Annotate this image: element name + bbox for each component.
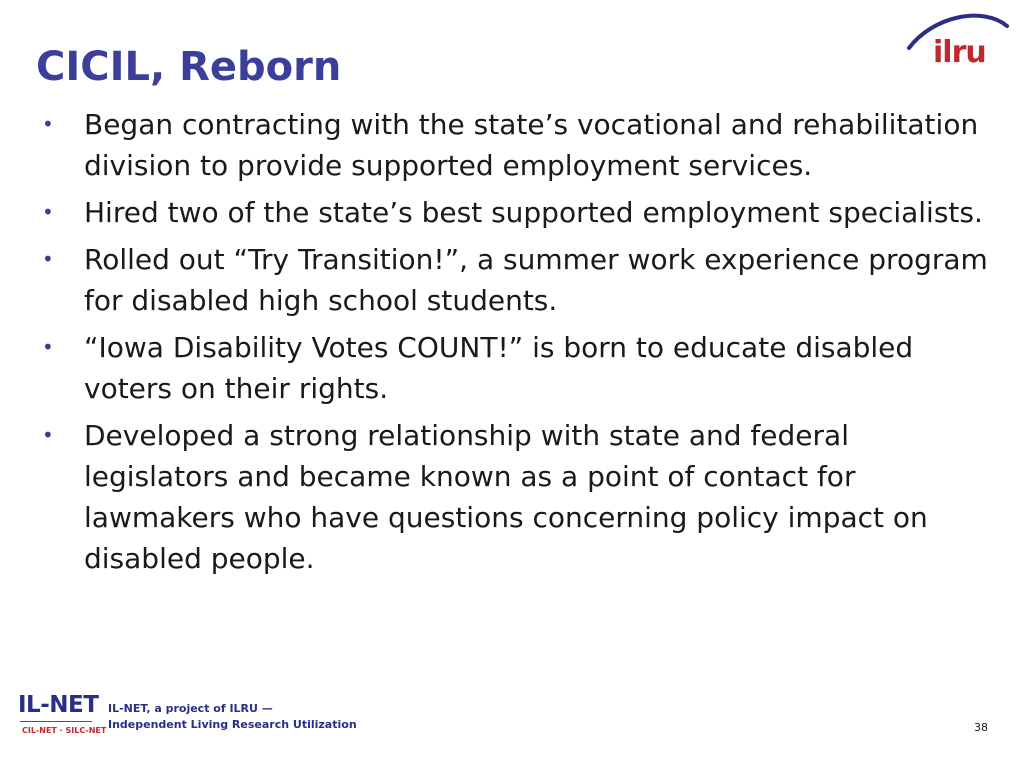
bullet-item	[42, 327, 992, 409]
bullet-item	[42, 104, 992, 186]
footer-tagline	[108, 701, 357, 733]
bullet-text: “Iowa Disability Votes COUNT!” is born to educate disabled voters on their rights.	[84, 331, 914, 405]
bullet-item	[42, 192, 992, 233]
bullet-text: Hired two of the state’s best supported employment specialists.	[84, 196, 983, 229]
footer-tagline-line1: IL-NET, a project of ILRU —	[108, 702, 273, 715]
il-net-sub-brand: CIL-NET · SILC-NET	[22, 726, 107, 735]
bullet-text: Rolled out “Try Transition!”, a summer work experience program for disabled high school students.	[84, 243, 988, 317]
ilru-logo-text: ilru	[933, 35, 986, 70]
bullet-dot-icon: •	[42, 335, 54, 359]
bullet-dot-icon: •	[42, 423, 54, 447]
slide-title: CICIL, Reborn	[36, 44, 342, 90]
ilru-logo-icon	[903, 8, 1013, 70]
bullet-text: Developed a strong relationship with state and federal legislators and became known as a point of contact for lawmakers who have questions concerning policy impact on disabled people.	[84, 419, 928, 575]
bullet-item	[42, 239, 992, 321]
bullet-list	[42, 104, 992, 585]
bullet-dot-icon: •	[42, 247, 54, 271]
il-net-logo: IL-NET	[18, 692, 99, 718]
footer-tagline-line2: Independent Living Research Utilization	[108, 718, 357, 731]
page-number: 38	[974, 721, 988, 734]
bullet-dot-icon: •	[42, 112, 54, 136]
bullet-item	[42, 415, 992, 579]
bullet-text: Began contracting with the state’s vocational and rehabilitation division to provide supported employment services.	[84, 108, 979, 182]
bullet-dot-icon: •	[42, 200, 54, 224]
footer-logo-divider	[20, 721, 92, 722]
